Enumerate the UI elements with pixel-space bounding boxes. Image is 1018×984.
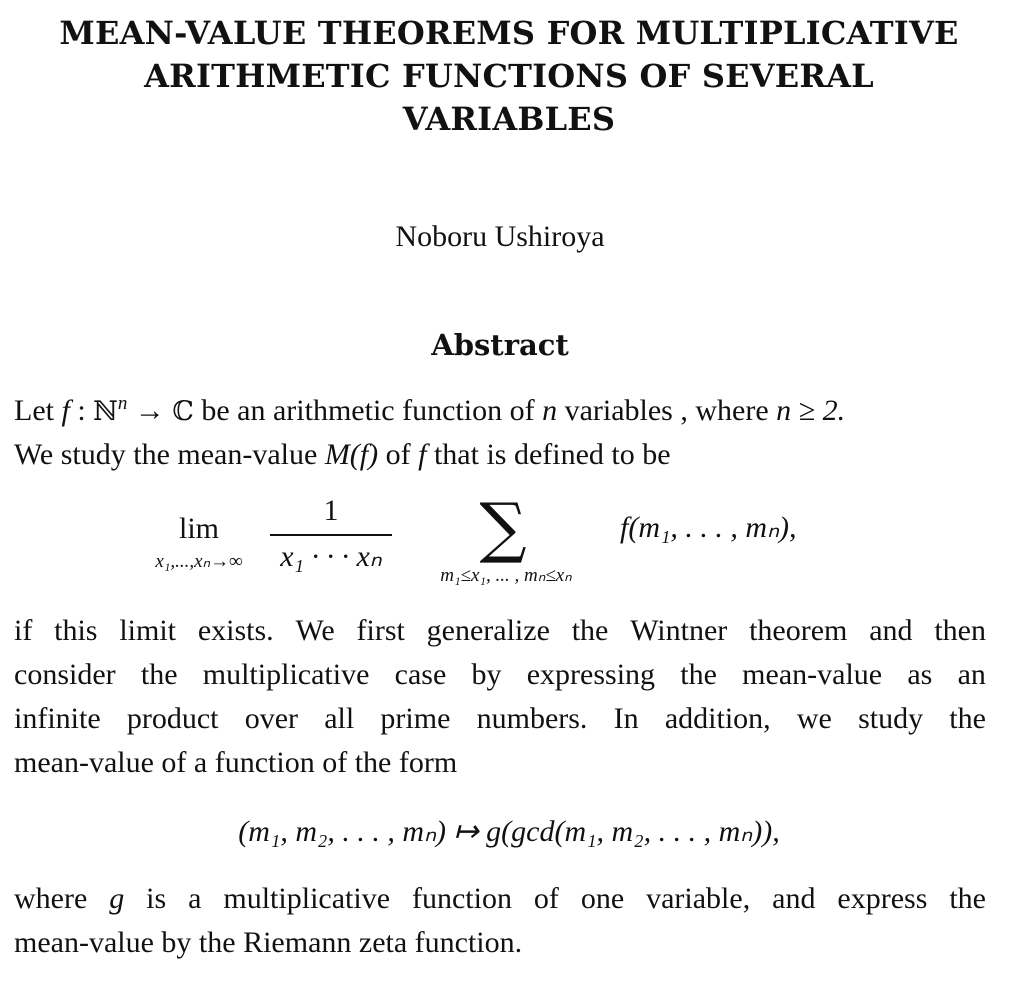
word: numbers.: [476, 702, 588, 735]
word: by: [471, 658, 502, 691]
word: prime: [380, 702, 451, 735]
word: infinite: [14, 702, 101, 735]
fraction-bar: [270, 534, 392, 536]
word: and: [772, 882, 816, 915]
word: addition,: [664, 702, 771, 735]
word: g: [109, 882, 125, 915]
summand: f(m₁, . . . , mₙ),: [620, 511, 797, 544]
limit-operator: lim x₁,...,xₙ→∞: [155, 512, 243, 572]
summation-range: m₁≤x₁, ... , mₙ≤xₙ: [440, 565, 572, 586]
word: theorem: [749, 614, 848, 647]
title-line-2: ARITHMETIC FUNCTIONS OF SEVERAL: [144, 57, 874, 95]
word: multiplicative: [202, 658, 370, 691]
word: an: [957, 658, 986, 691]
paragraph-line: mean-value by the Riemann zeta function.: [14, 926, 523, 959]
paragraph-line: We study the mean-value M(f) of f that is defined to be: [14, 438, 671, 471]
word: function: [411, 882, 512, 915]
word: variable,: [646, 882, 751, 915]
title-line-3: VARIABLES: [402, 100, 616, 138]
word: one: [580, 882, 625, 915]
word: case: [394, 658, 447, 691]
gcd-function-formula: (m₁, m₂, . . . , mₙ) ↦ g(gcd(m₁, m₂, . . . , mₙ)),: [238, 815, 780, 848]
author-name: Noboru Ushiroya: [395, 220, 605, 253]
word: multiplicative: [223, 882, 391, 915]
word: mean-value: [742, 658, 883, 691]
fraction-numerator: 1: [323, 494, 339, 527]
word: generalize: [426, 614, 550, 647]
fraction-denominator: x₁ · · · xₙ: [280, 540, 382, 573]
paragraph-line: [14, 653, 986, 697]
abstract-paragraph-1: [14, 389, 986, 477]
word: the: [571, 614, 609, 647]
paragraph-line: mean-value of a function of the form: [14, 746, 458, 779]
word: this: [54, 614, 98, 647]
word: over: [244, 702, 299, 735]
abstract-paragraph-3: [14, 877, 986, 965]
title-line-1: MEAN-VALUE THEOREMS FOR MULTIPLICATIVE: [59, 14, 959, 52]
word: where: [14, 882, 88, 915]
word: product: [126, 702, 219, 735]
word: first: [356, 614, 405, 647]
word: expressing: [526, 658, 656, 691]
paragraph-line: [14, 609, 986, 653]
word: In: [613, 702, 639, 735]
abstract-paragraph-2: [14, 609, 986, 785]
word: we: [796, 702, 832, 735]
word: as: [907, 658, 933, 691]
abstract-heading: Abstract: [431, 328, 569, 362]
word: the: [680, 658, 717, 691]
word: and: [869, 614, 913, 647]
word: then: [934, 614, 986, 647]
mean-value-formula: [0, 490, 1018, 600]
word: express: [837, 882, 928, 915]
paper-title: [20, 12, 998, 141]
paragraph-line: [14, 877, 986, 921]
word: exists.: [197, 614, 274, 647]
word: limit: [119, 614, 176, 647]
word: study: [858, 702, 924, 735]
word: the: [140, 658, 178, 691]
fraction: [270, 494, 392, 574]
word: a: [188, 882, 202, 915]
word: of: [533, 882, 559, 915]
summation-sign: ∑: [479, 489, 527, 566]
word: is: [146, 882, 167, 915]
word: Wintner: [630, 614, 728, 647]
paragraph-line: Let f : ℕ$^n$ → ℂ be an arithmetic function of n variables , where n ≥ 2.: [14, 393, 846, 427]
word: the: [949, 882, 986, 915]
word: We: [295, 614, 335, 647]
paragraph-line: [14, 697, 986, 741]
word: consider: [14, 658, 116, 691]
word: the: [949, 702, 986, 735]
word: all: [324, 702, 355, 735]
word: if: [14, 614, 33, 647]
